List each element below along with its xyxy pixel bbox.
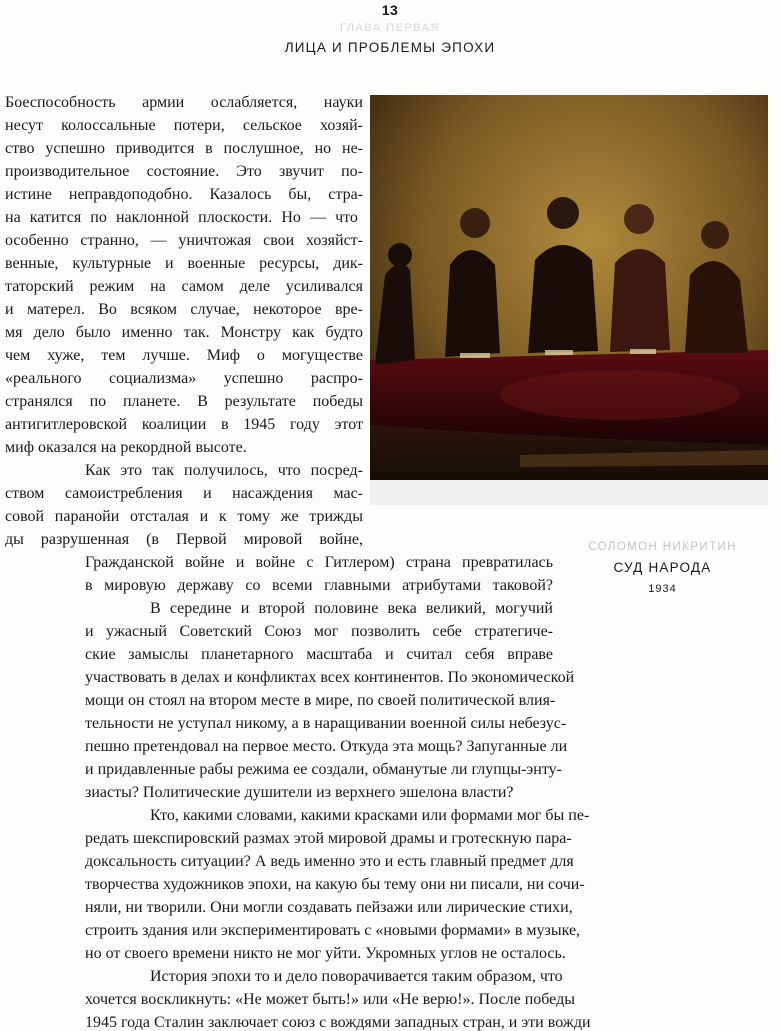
paper-1 [460,353,490,358]
page-number: 13 [381,2,399,18]
text-line: мощи он стоял на втором месте в мире, по своей политической влия- [85,692,556,709]
caption-artist: СОЛОМОН НИКРИТИН [588,541,737,553]
text-line: ство успешно приводится в послушное, но не- [5,140,363,157]
text-line: хочется воскликнуть: «Не может быть!» или «Не верю!». После победы [85,991,575,1008]
text-line: венные, культурные и военные ресурсы, дик- [5,255,363,272]
figure-2-head [547,197,579,229]
text-line: Гражданской войне и войне с Гитлером) страна превратилась [85,554,553,571]
text-line: ды разрушенная (в Первой мировой войне, [5,531,363,548]
text-line: и матерел. Во всяком случае, некоторое вре- [5,301,363,318]
text-line: ством самоистребления и насаждения мас- [5,485,363,502]
text-line: совой паранойи отсталая и к тому же трижды [5,508,363,525]
text-line: особенно странно, — уничтожая свои хозяйст- [5,232,363,249]
text-line: чем хуже, тем лучше. Миф о могуществе [5,347,363,364]
figure-right-head [701,221,729,249]
text-line: миф оказался на рекордной высоте. [5,439,247,456]
text-line: Как это так получилось, что посред- [85,462,363,479]
text-line: пешно претендовал на первое место. Откуда эта мощь? Запуганные ли [85,738,568,755]
text-line: 1945 года Сталин заключает союз с вождями западных стран, и эти вожди [85,1014,591,1031]
figure-3-head [624,204,654,234]
paper-2 [545,350,573,355]
text-line: ские замыслы планетарного масштаба и считал себя вправе [85,646,553,663]
text-line: и ужасный Советский Союз мог позволить себе стратегиче- [85,623,553,640]
text-line: В середине и второй половине века великий, могучий [150,600,553,617]
text-line: в мировую державу со всеми главными атрибутами таковой? [85,577,553,594]
figure-2 [528,245,598,353]
text-line: История эпохи то и дело поворачивается таким образом, что [150,968,563,985]
table-highlight [500,370,740,420]
section-heading: ЛИЦА И ПРОБЛЕМЫ ЭПОХИ [284,40,496,55]
text-line: несут колоссальные потери, сельское хозяй- [5,117,363,134]
text-line: доксальность ситуации? А ведь именно это и есть главный предмет для [85,853,574,870]
text-line: мя дело было именно так. Монстру как будто [5,324,363,341]
painting-image [370,95,768,505]
text-line: антигитлеровской коалиции в 1945 году этот [5,416,363,433]
text-line: таторский режим на самом деле усиливался [5,278,363,295]
text-line: творчества художников эпохи, на какую бы тему они ни писали, ни сочи- [85,876,585,893]
figure-1-head [460,208,490,238]
text-line: на катится по наклонной плоскости. Но — что [5,209,358,226]
text-line: странялся по планете. В результате победы [5,393,363,410]
caption-title: СУД НАРОДА [613,560,712,575]
text-line: тельности не уступал никому, а в наращивании военной силы небезус- [85,715,567,732]
text-line: няли, ни творили. Они могли создавать пейзажи или лирические стихи, [85,899,573,916]
figure-1 [445,250,500,357]
text-line: зиасты? Политические душители из верхнего эшелона власти? [85,784,514,801]
text-line: истине неправдоподобно. Казалось бы, стра- [5,186,363,203]
paper-3 [630,349,656,354]
text-line: Боеспособность армии ослабляется, науки [5,94,363,111]
text-line: участвовать в делах и конфликтах всех континентов. По экономической [85,669,575,686]
text-line: но от своего времени никто не мог уйти. Укромных углов не осталось. [85,945,566,962]
text-line: производительное состояние. Это звучит по- [5,163,363,180]
text-line: строить здания или экспериментировать с «новыми формами» в музыке, [85,922,581,939]
figure-3 [610,249,670,352]
text-line: редать шекспировский размах этой мировой драмы и гротескную пара- [85,830,572,847]
text-line: Кто, какими словами, какими красками или формами мог бы пе- [150,807,590,824]
text-line: «реального социализма» успешно распро- [5,370,363,387]
painting-bottom-strip [370,480,768,505]
chapter-heading: ГЛАВА ПЕРВАЯ [339,22,441,34]
text-line: и придавленные рабы режима ее создали, обманутые ли глупцы-энту- [85,761,562,778]
caption-year: 1934 [648,583,677,595]
figure-left-head [388,243,412,267]
